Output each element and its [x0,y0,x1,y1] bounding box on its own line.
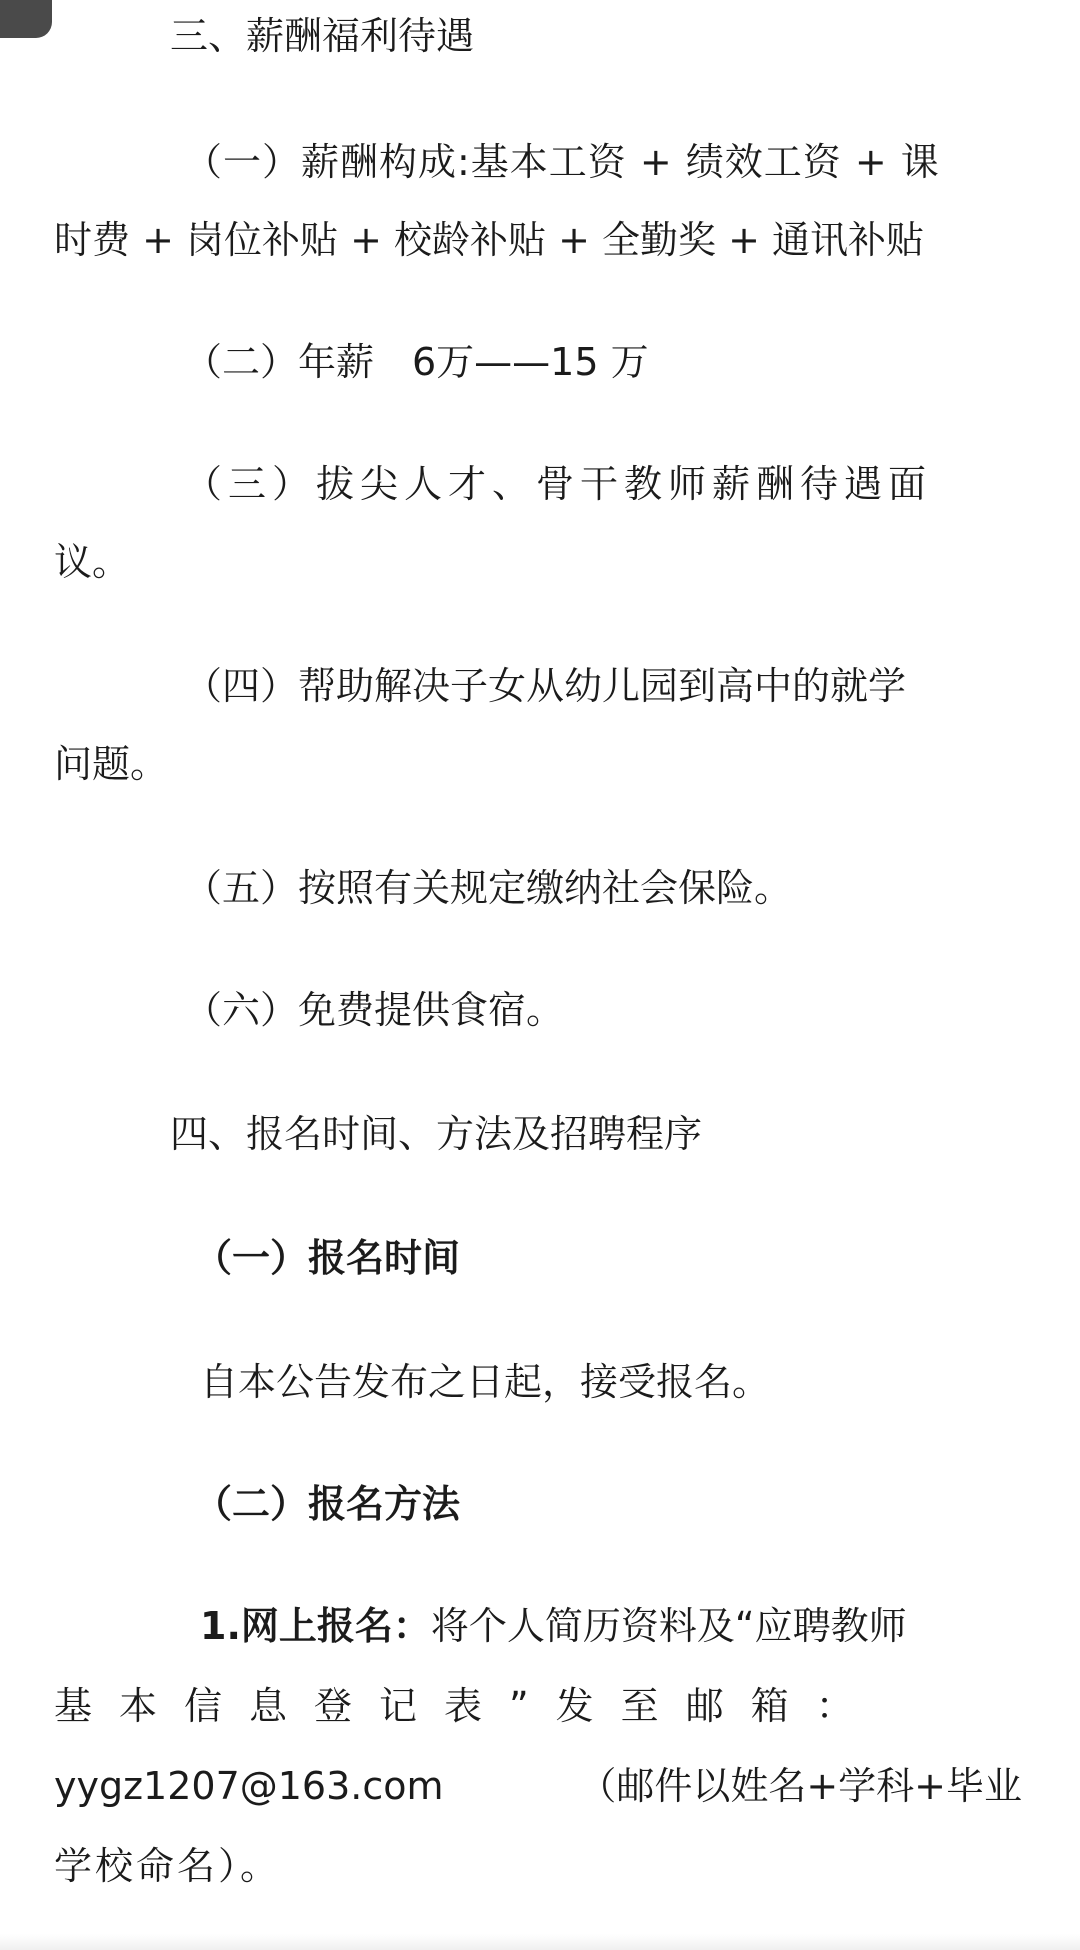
paragraph-children-education-line2: 问题。 [54,742,169,786]
bottom-edge [0,1934,1080,1950]
paragraph-salary-composition-line1: （一）薪酬构成:基本工资 + 绩效工资 + 课 [184,140,940,184]
paragraph-annual-salary: （二）年薪 6万——15 万 [184,340,649,384]
email-naming-note: （邮件以姓名+学科+毕业 [578,1764,1022,1808]
subheading-registration-method: （二）报名方法 [194,1482,461,1526]
paragraph-top-talent-line1: （三）拔尖人才、骨干教师薪酬待遇面 [184,462,933,506]
section-heading-registration: 四、报名时间、方法及招聘程序 [170,1112,703,1156]
paragraph-online-registration-line4: 学校命名）。 [54,1844,282,1888]
subheading-registration-time: （一）报名时间 [194,1236,461,1280]
paragraph-room-board: （六）免费提供食宿。 [184,988,565,1032]
paragraph-top-talent-line2: 议。 [54,540,131,584]
paragraph-salary-composition-line2: 时费 + 岗位补贴 + 校龄补贴 + 全勤奖 + 通讯补贴 [54,218,924,262]
email-address-link[interactable]: yygz1207@163.com [54,1764,444,1808]
paragraph-children-education-line1: （四）帮助解决子女从幼儿园到高中的就学 [184,664,907,708]
online-registration-text: 将个人简历资料及“应聘教师 [430,1604,907,1648]
paragraph-online-registration-line1 [200,1600,907,1652]
section-heading-salary: 三、薪酬福利待遇 [170,14,475,58]
paragraph-online-registration-line3 [54,1760,1022,1812]
paragraph-online-registration-line2: 基本信息登记表”发至邮箱： [54,1684,881,1728]
paragraph-registration-time: 自本公告发布之日起，接受报名。 [200,1360,771,1404]
paragraph-social-insurance: （五）按照有关规定缴纳社会保险。 [184,866,793,910]
online-registration-label: 1.网上报名： [200,1604,431,1648]
